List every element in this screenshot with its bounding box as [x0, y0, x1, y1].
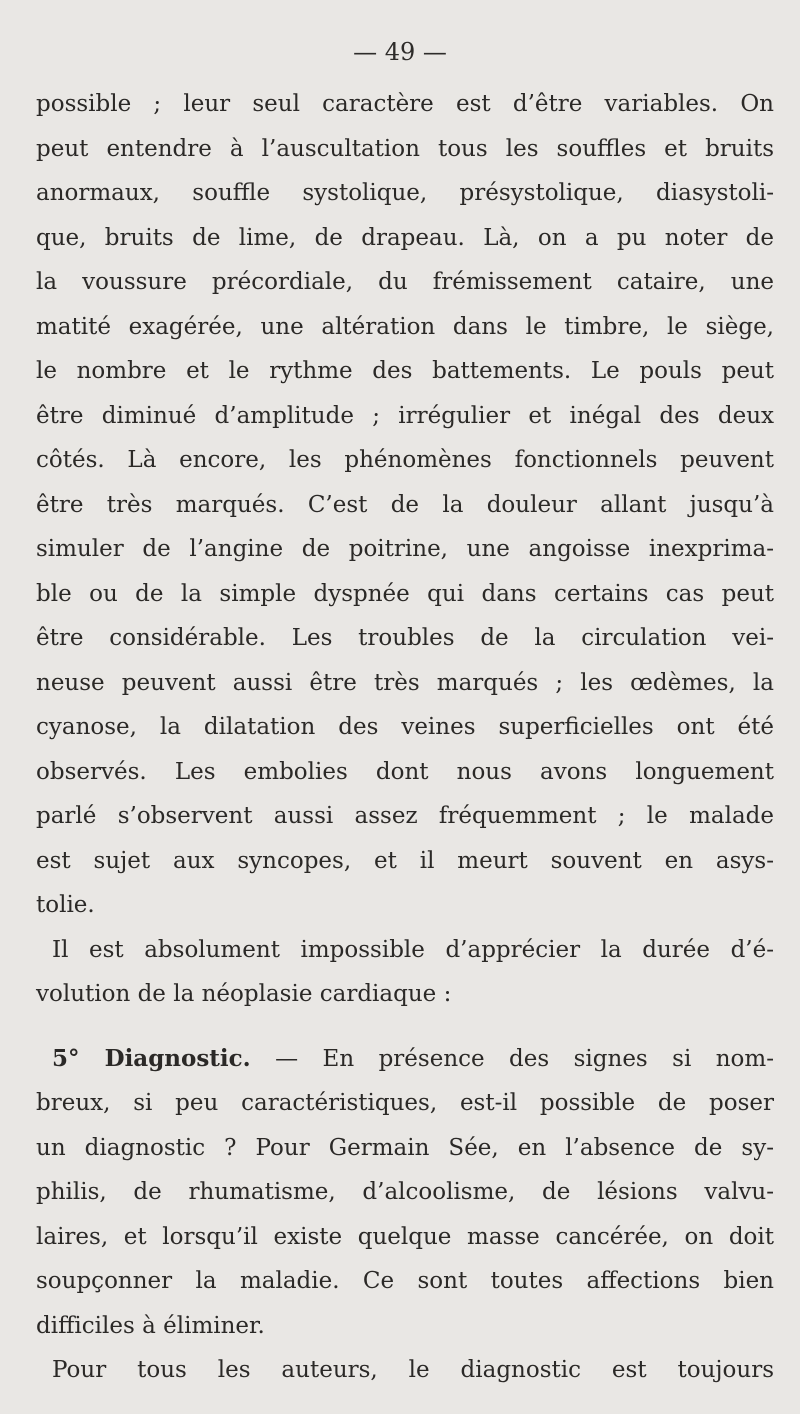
text-line: possible ; leur seul caractère est d’être variables. On — [36, 91, 774, 117]
text-line: tolie. — [36, 892, 95, 918]
text-line: ble ou de la simple dyspnée qui dans certains cas peut — [36, 580, 774, 607]
text-line: breux, si peu caractéristiques, est-il possible de poser — [36, 1090, 774, 1116]
text-line: être considérable. Les troubles de la circulation vei- — [36, 625, 774, 651]
text-line: soupçonner la maladie. Ce sont toutes affections bien — [36, 1268, 774, 1294]
text-line: philis, de rhumatisme, d’alcoolisme, de lésions valvu- — [36, 1179, 774, 1205]
text-line: côtés. Là encore, les phénomènes fonctionnels peuvent — [36, 447, 774, 473]
text-line: Pour tous les auteurs, le diagnostic est toujours — [52, 1357, 774, 1383]
text-line: être diminué d’amplitude ; irrégulier et inégal des deux — [36, 402, 774, 429]
text-line: peut entendre à l’auscultation tous les souffles et bruits — [36, 135, 774, 162]
text-line: Il est absolument impossible d’apprécier la durée d’é- — [52, 936, 774, 963]
paragraph-1 — [36, 82, 774, 928]
text-line: matité exagérée, une altération dans le timbre, le siège, — [36, 313, 774, 340]
text-line: cyanose, la dilatation des veines superficielles ont été — [36, 714, 774, 740]
text-line: laires, et lorsqu’il existe quelque masse cancérée, on doit — [36, 1223, 774, 1250]
text-line: parlé s’observent aussi assez fréquemment ; le malade — [36, 803, 774, 829]
text-line: la voussure précordiale, du frémissement cataire, une — [36, 269, 774, 295]
section-gap — [36, 1017, 774, 1037]
section-heading: 5° Diagnostic. — [52, 1044, 251, 1072]
text-line: que, bruits de lime, de drapeau. Là, on a pu noter de — [36, 224, 774, 251]
text-line: anormaux, souffle systolique, présystolique, diasystoli- — [36, 180, 774, 206]
text-line: neuse peuvent aussi être très marqués ; les œdèmes, la — [36, 669, 774, 696]
text-line: simuler de l’angine de poitrine, une angoisse inexprima- — [36, 536, 774, 562]
paragraph-2 — [36, 928, 774, 1017]
section-first-line — [36, 1037, 774, 1082]
text-line: observés. Les embolies dont nous avons longuement — [36, 758, 774, 785]
body-text — [36, 82, 774, 1393]
diagnostic-section — [36, 1037, 774, 1349]
text-line: est sujet aux syncopes, et il meurt souvent en asys- — [36, 847, 774, 874]
text-line: difficiles à éliminer. — [36, 1312, 265, 1339]
text-line: un diagnostic ? Pour Germain Sée, en l’absence de sy- — [36, 1134, 774, 1161]
section-heading-rest: — En présence des signes si nom- — [250, 1045, 774, 1072]
text-line: être très marqués. C’est de la douleur allant jusqu’à — [36, 491, 774, 518]
paragraph-3 — [36, 1348, 774, 1393]
text-line: le nombre et le rythme des battements. Le pouls peut — [36, 358, 774, 384]
page-number: — 49 — — [353, 38, 447, 66]
text-line: volution de la néoplasie cardiaque : — [36, 981, 452, 1007]
